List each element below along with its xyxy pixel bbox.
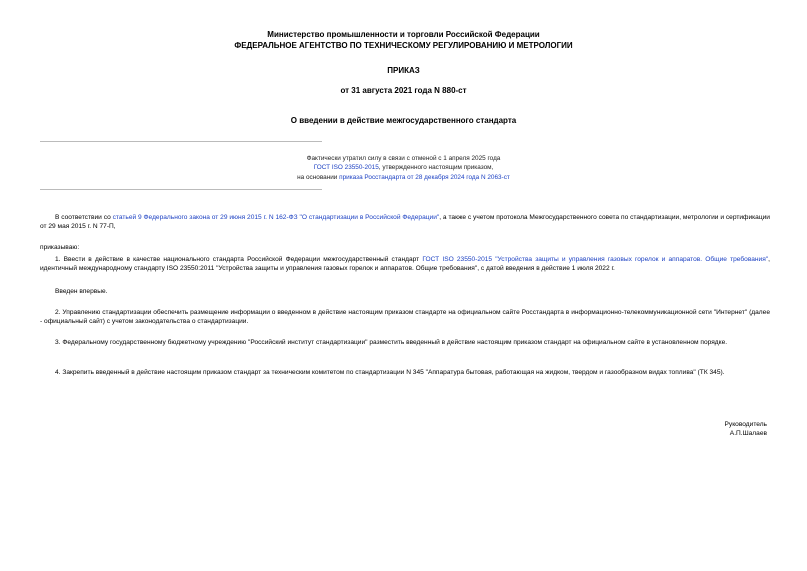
federal-law-link[interactable]: статьей 9 Федерального закона от 29 июня 2015 г. N 162-ФЗ "О стандартизации в Российской Федерации" (112, 214, 440, 221)
agency-name: ФЕДЕРАЛЬНОЕ АГЕНТСТВО ПО ТЕХНИЧЕСКОМУ РЕГУЛИРОВАНИЮ И МЕТРОЛОГИИ (234, 41, 573, 50)
standard-link[interactable]: ГОСТ ISO 23550-2015 "Устройства защиты и управления газовых горелок и аппаратов. Общие требования" (422, 256, 769, 263)
status-note-line3: на основании приказа Росстандарта от 28 декабря 2024 года N 2063-ст (297, 173, 510, 181)
paragraph-item-1: 1. Ввести в действие в качестве национального стандарта Российской Федерации межгосударственный стандарт ГОСТ ISO 23550-2015 "Устройства защиты и управления газовых горелок и аппаратов. Общие требования", идентичный международному стандарту ISO 23550:2011 "Устройства защиты и управления газовых горелок и аппаратов. Общие требования", с датой введения в действие 1 июля 2022 г. (40, 256, 770, 273)
signature-name: А.П.Шалаев (729, 430, 767, 437)
doc-title: О введении в действие межгосударственного стандарта (290, 116, 517, 125)
ministry-name: Министерство промышленности и торговли Российской Федерации (267, 30, 540, 39)
paragraph-order: приказываю: (40, 244, 80, 251)
doc-date-number: от 31 августа 2021 года N 880-ст (340, 86, 467, 95)
divider-top (40, 141, 322, 142)
gost-link[interactable]: ГОСТ ISO 23550-2015 (313, 164, 379, 172)
paragraph-item-4: 4. Закрепить введенный в действие настоящим приказом стандарт за техническим комитетом по стандартизации N 345 "Аппаратура бытовая, работающая на жидком, твердом и газообразном видах топлива" (ТК 345). (55, 369, 725, 376)
status-note-line2: ГОСТ ISO 23550-2015, утвержденного настоящим приказом, (313, 164, 494, 172)
doc-type: ПРИКАЗ (387, 66, 420, 75)
signature-position: Руководитель (724, 421, 767, 428)
order-link[interactable]: приказа Росстандарта от 28 декабря 2024 года N 2063-ст (339, 173, 510, 181)
paragraph-introduced: Введен впервые. (55, 288, 108, 295)
status-note (180, 154, 627, 182)
status-note-line1: Фактически утратил силу в связи с отменой с 1 апреля 2025 года (306, 155, 501, 162)
paragraph-item-3: 3. Федеральному государственному бюджетному учреждению "Российский институт стандартизации" разместить введенный в действие настоящим приказом стандарт на официальном сайте в установленном порядке. (55, 339, 728, 346)
paragraph-preamble: В соответствии со статьей 9 Федерального закона от 29 июня 2015 г. N 162-ФЗ "О стандартизации в Российской Федерации", а также с учетом протокола Межгосударственного совета по стандартизации, метрологии и сертификации от 29 мая 2015 г. N 77-П, (40, 214, 770, 231)
divider-bottom (40, 189, 322, 190)
paragraph-item-2: 2. Управлению стандартизации обеспечить размещение информации о введенном в действие настоящим приказом стандарте на официальном сайте Росстандарта в информационно-телекоммуникационной сети "Интернет" (далее - официальный сайт) с учетом законодательства о стандартизации. (40, 309, 770, 326)
